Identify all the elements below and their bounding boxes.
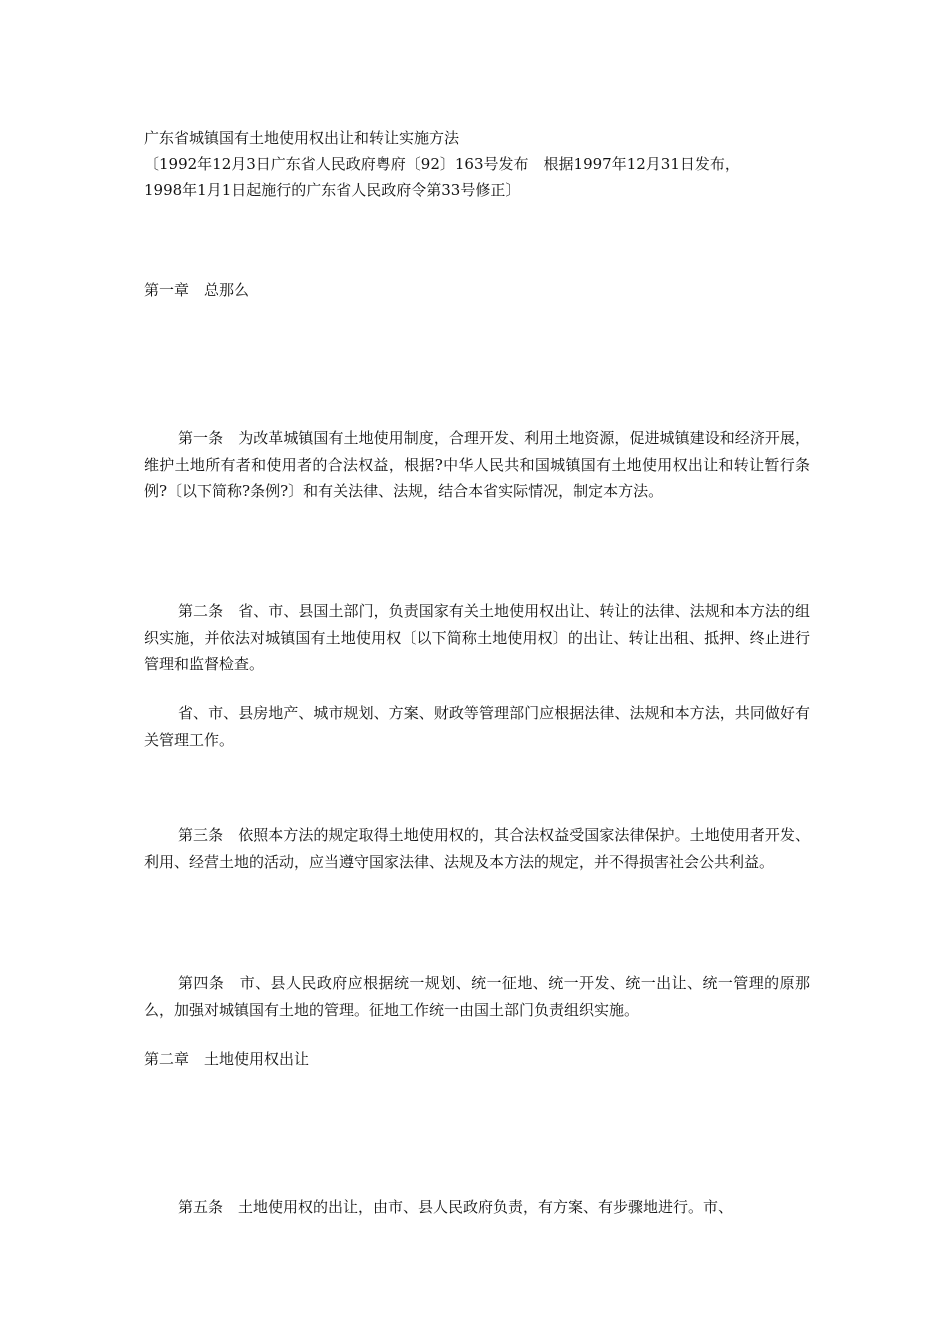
document-title: 广东省城镇国有土地使用权出让和转让实施方法: [144, 129, 460, 147]
article-2-paragraph-2: 省、市、县房地产、城市规划、方案、财政等管理部门应根据法律、法规和本方法，共同做好有关管理工作。: [144, 704, 810, 749]
article-1: 第一条 为改革城镇国有土地使用制度，合理开发、利用土地资源，促进城镇建设和经济开展，维护土地所有者和使用者的合法权益，根据?中华人民共和国城镇国有土地使用权出让和转让暂行条例?〔以下简称?条例?〕和有关法律、法规，结合本省实际情况，制定本方法。: [144, 429, 810, 500]
chapter-heading-1: 第一章 总那么: [144, 281, 250, 299]
article-5: 第五条 土地使用权的出让，由市、县人民政府负责，有方案、有步骤地进行。市、: [178, 1198, 734, 1216]
article-2: 第二条 省、市、县国土部门，负责国家有关土地使用权出让、转让的法律、法规和本方法的组织实施，并依法对城镇国有土地使用权〔以下简称土地使用权〕的出让、转让出租、抵押、终止进行管理和监督检查。: [144, 602, 810, 673]
article-4: 第四条 市、县人民政府应根据统一规划、统一征地、统一开发、统一出让、统一管理的原那么，加强对城镇国有土地的管理。征地工作统一由国土部门负责组织实施。: [144, 974, 810, 1019]
document-subtitle-line-1: 〔1992年12月3日广东省人民政府粤府〔92〕163号发布 根据1997年12月31日发布，: [144, 155, 740, 173]
document-subtitle-line-2: 1998年1月1日起施行的广东省人民政府令第33号修正〕: [144, 181, 521, 199]
article-3: 第三条 依照本方法的规定取得土地使用权的，其合法权益受国家法律保护。土地使用者开发、利用、经营土地的活动，应当遵守国家法律、法规及本方法的规定，并不得损害社会公共利益。: [144, 826, 810, 871]
chapter-heading-2: 第二章 土地使用权出让: [144, 1050, 310, 1068]
